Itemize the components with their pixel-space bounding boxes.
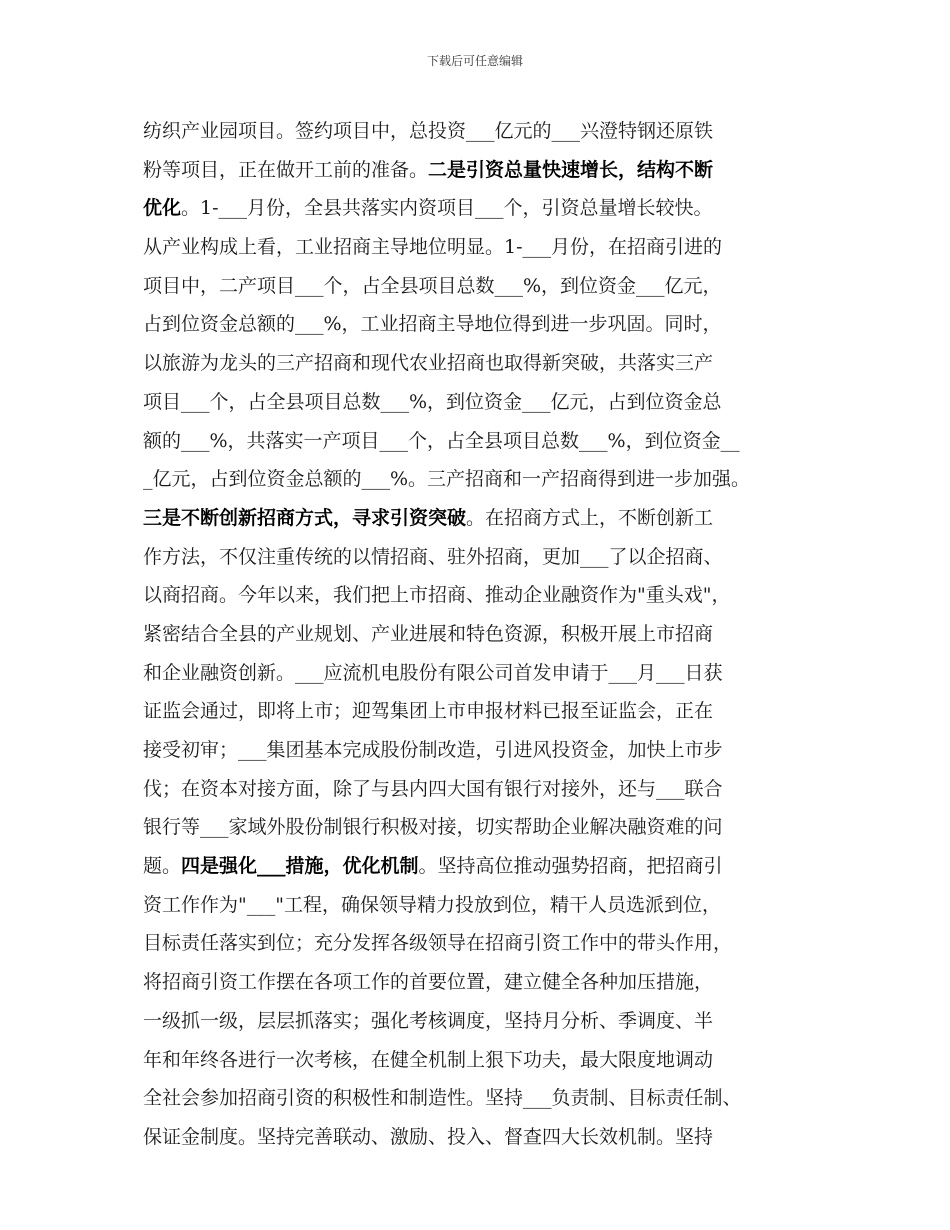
text-line — [143, 808, 823, 847]
text-line — [143, 770, 823, 809]
text-line — [143, 1041, 823, 1080]
body-text: 将招商引资工作摆在各项工作的首要位置，建立健全各种加压措施， — [143, 971, 714, 994]
text-line — [143, 305, 823, 344]
text-line — [143, 538, 823, 577]
text-line — [143, 460, 823, 499]
text-line — [143, 692, 823, 731]
body-text: 和企业融资创新。___应流机电股份有限公司首发申请于___月___日获 — [143, 661, 723, 684]
body-text: 银行等___家域外股份制银行积极对接，切实帮助企业解决融资难的问 — [143, 816, 723, 839]
text-line — [143, 499, 823, 538]
body-text: 占到位资金总额的___%，工业招商主导地位得到进一步巩固。同时， — [143, 313, 722, 336]
text-line — [143, 383, 823, 422]
bold-heading-text: 优化 — [143, 197, 182, 220]
body-text: 伐；在资本对接方面，除了与县内四大国有银行对接外，还与___联合 — [143, 777, 723, 800]
body-text: 。1-___月份，全县共落实内资项目___个，引资总量增长较快。 — [181, 197, 713, 220]
body-text: 项目___个，占全县项目总数___%，到位资金___亿元，占到位资金总 — [143, 390, 722, 413]
text-line — [143, 228, 823, 267]
text-line — [143, 1118, 823, 1157]
body-text: 紧密结合全县的产业规划、产业进展和特色资源，积极开展上市招商 — [143, 622, 714, 645]
body-text: 题。 — [143, 855, 182, 878]
text-line — [143, 731, 823, 770]
text-line — [143, 151, 823, 190]
text-line — [143, 1079, 823, 1118]
body-text: 。在招商方式上，不断创新工 — [466, 506, 714, 529]
body-text: 证监会通过，即将上市；迎驾集团上市申报材料已报至证监会，正在 — [143, 700, 714, 723]
text-line — [143, 112, 823, 151]
body-text: 作方法，不仅注重传统的以情招商、驻外招商，更加___了以企招商、 — [143, 545, 723, 568]
body-text: 。坚持高位推动强势招商，把招商引 — [418, 855, 723, 878]
text-line — [143, 267, 823, 306]
body-text: 保证金制度。坚持完善联动、激励、投入、督查四大长效机制。坚持 — [143, 1125, 714, 1148]
text-line — [143, 963, 823, 1002]
body-text: 以旅游为龙头的三产招商和现代农业招商也取得新突破，共落实三产 — [143, 352, 714, 375]
text-line — [143, 886, 823, 925]
bold-heading-text: 四是强化___措施，优化机制 — [181, 855, 419, 878]
body-text: 接受初审；___集团基本完成股份制改造，引进风投资金，加快上市步 — [143, 739, 723, 761]
body-text: 全社会参加招商引资的积极性和制造性。坚持___负责制、目标责任制、 — [143, 1087, 742, 1110]
body-text: _亿元，占到位资金总额的___%。三产招商和一产招商得到进一步加强。 — [143, 468, 751, 491]
text-line — [143, 576, 823, 615]
body-text: 粉等项目，正在做开工前的准备。 — [143, 158, 429, 181]
text-line — [143, 654, 823, 693]
body-text: 年和年终各进行一次考核，在健全机制上狠下功夫，最大限度地调动 — [143, 1048, 714, 1071]
page-header: 下载后可任意编辑 — [426, 54, 523, 68]
text-line — [143, 189, 823, 228]
body-text: 以商招商。今年以来，我们把上市招商、推动企业融资作为"重头戏"， — [143, 584, 731, 607]
bold-heading-text: 三是不断创新招商方式，寻求引资突破 — [143, 506, 467, 529]
bold-heading-text: 二是引资总量快速增长，结构不断 — [428, 158, 714, 181]
text-line — [143, 422, 823, 461]
text-line — [143, 924, 823, 963]
body-text: 从产业构成上看，工业招商主导地位明显。1-___月份，在招商引进的 — [143, 236, 723, 259]
text-line — [143, 847, 823, 886]
body-text: 资工作作为"___"工程，确保领导精力投放到位，精干人员选派到位， — [143, 893, 721, 916]
text-line — [143, 344, 823, 383]
body-text: 额的___%，共落实一产项目___个，占全县项目总数___%，到位资金__ — [143, 429, 740, 452]
document-body — [143, 112, 823, 1157]
body-text: 纺织产业园项目。签约项目中，总投资___亿元的___兴澄特钢还原铁 — [143, 120, 714, 142]
body-text: 项目中，二产项目___个，占全县项目总数___%，到位资金___亿元， — [143, 274, 722, 297]
body-text: 一级抓一级，层层抓落实；强化考核调度，坚持月分析、季调度、半 — [143, 1009, 714, 1032]
body-text: 目标责任落实到位；充分发挥各级领导在招商引资工作中的带头作用， — [143, 932, 733, 955]
text-line — [143, 615, 823, 654]
text-line — [143, 1002, 823, 1041]
